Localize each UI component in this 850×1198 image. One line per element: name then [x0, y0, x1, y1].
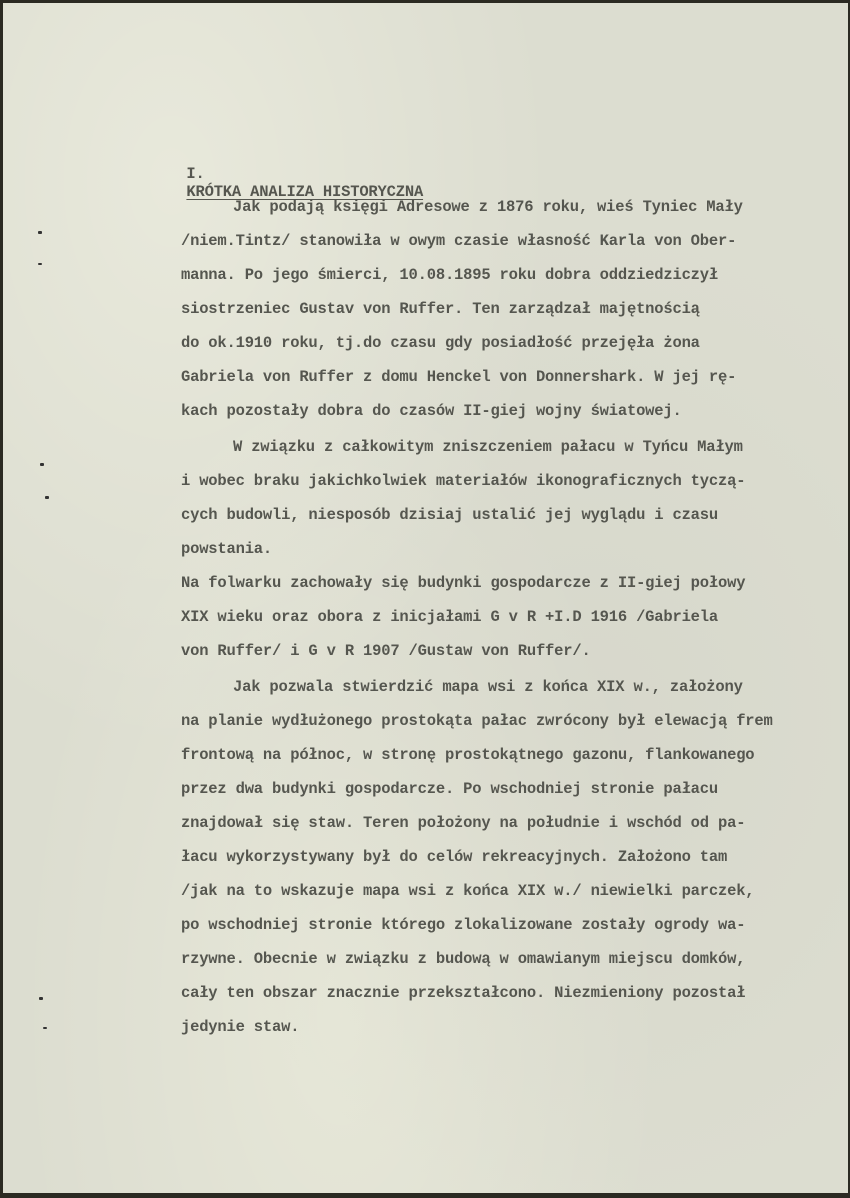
section-number: I. [186, 165, 205, 183]
margin-speck [38, 231, 42, 234]
text-line: powstania. [181, 540, 273, 558]
typewritten-page [3, 3, 848, 1193]
text-line: Jak pozwala stwierdzić mapa wsi z końca XIX w., założony [233, 678, 743, 696]
margin-speck [43, 1027, 47, 1029]
margin-speck [40, 463, 44, 466]
text-line: kach pozostały dobra do czasów II-giej wojny światowej. [181, 402, 682, 420]
text-line: rzywne. Obecnie w związku z budową w omawianym miejscu domków, [181, 950, 746, 968]
text-line: /niem.Tintz/ stanowiła w owym czasie własność Karla von Ober- [181, 232, 737, 250]
section-title: KRÓTKA ANALIZA HISTORYCZNA [186, 183, 424, 201]
margin-speck [38, 263, 42, 265]
text-line: do ok.1910 roku, tj.do czasu gdy posiadłość przejęła żona [181, 334, 700, 352]
text-line: łacu wykorzystywany był do celów rekreacyjnych. Założono tam [181, 848, 728, 866]
text-line: Gabriela von Ruffer z domu Henckel von Donnershark. W jej rę- [181, 368, 737, 386]
text-line: cały ten obszar znacznie przekształcono. Niezmieniony pozostał [181, 984, 746, 1002]
text-line: Jak podają księgi Adresowe z 1876 roku, wieś Tyniec Mały [233, 198, 743, 216]
text-line: von Ruffer/ i G v R 1907 /Gustaw von Ruffer/. [181, 642, 591, 660]
text-line: i wobec braku jakichkolwiek materiałów ikonograficznych tyczą- [181, 472, 746, 490]
text-line: XIX wieku oraz obora z inicjałami G v R +I.D 1916 /Gabriela [181, 608, 718, 626]
text-line: /jak na to wskazuje mapa wsi z końca XIX w./ niewielki parczek, [181, 882, 755, 900]
text-line: cych budowli, niesposób dzisiaj ustalić jej wyglądu i czasu [181, 506, 718, 524]
text-line: znajdował się staw. Teren położony na południe i wschód od pa- [181, 814, 746, 832]
text-line: na planie wydłużonego prostokąta pałac zwrócony był elewacją frem [181, 712, 773, 730]
text-line: W związku z całkowitym zniszczeniem pałacu w Tyńcu Małym [233, 438, 743, 456]
text-line: frontową na północ, w stronę prostokątnego gazonu, flankowanego [181, 746, 755, 764]
text-line: Na folwarku zachowały się budynki gospodarcze z II-giej połowy [181, 574, 746, 592]
text-line: manna. Po jego śmierci, 10.08.1895 roku dobra oddziedziczył [181, 266, 718, 284]
text-line: siostrzeniec Gustav von Ruffer. Ten zarządzał majętnością [181, 300, 700, 318]
margin-speck [45, 496, 49, 499]
body-text [181, 198, 773, 1036]
text-line: po wschodniej stronie którego zlokalizowane zostały ogrody wa- [181, 916, 746, 934]
text-line: jedynie staw. [181, 1018, 300, 1036]
text-line: przez dwa budynki gospodarcze. Po wschodniej stronie pałacu [181, 780, 718, 798]
margin-speck [39, 997, 43, 1000]
